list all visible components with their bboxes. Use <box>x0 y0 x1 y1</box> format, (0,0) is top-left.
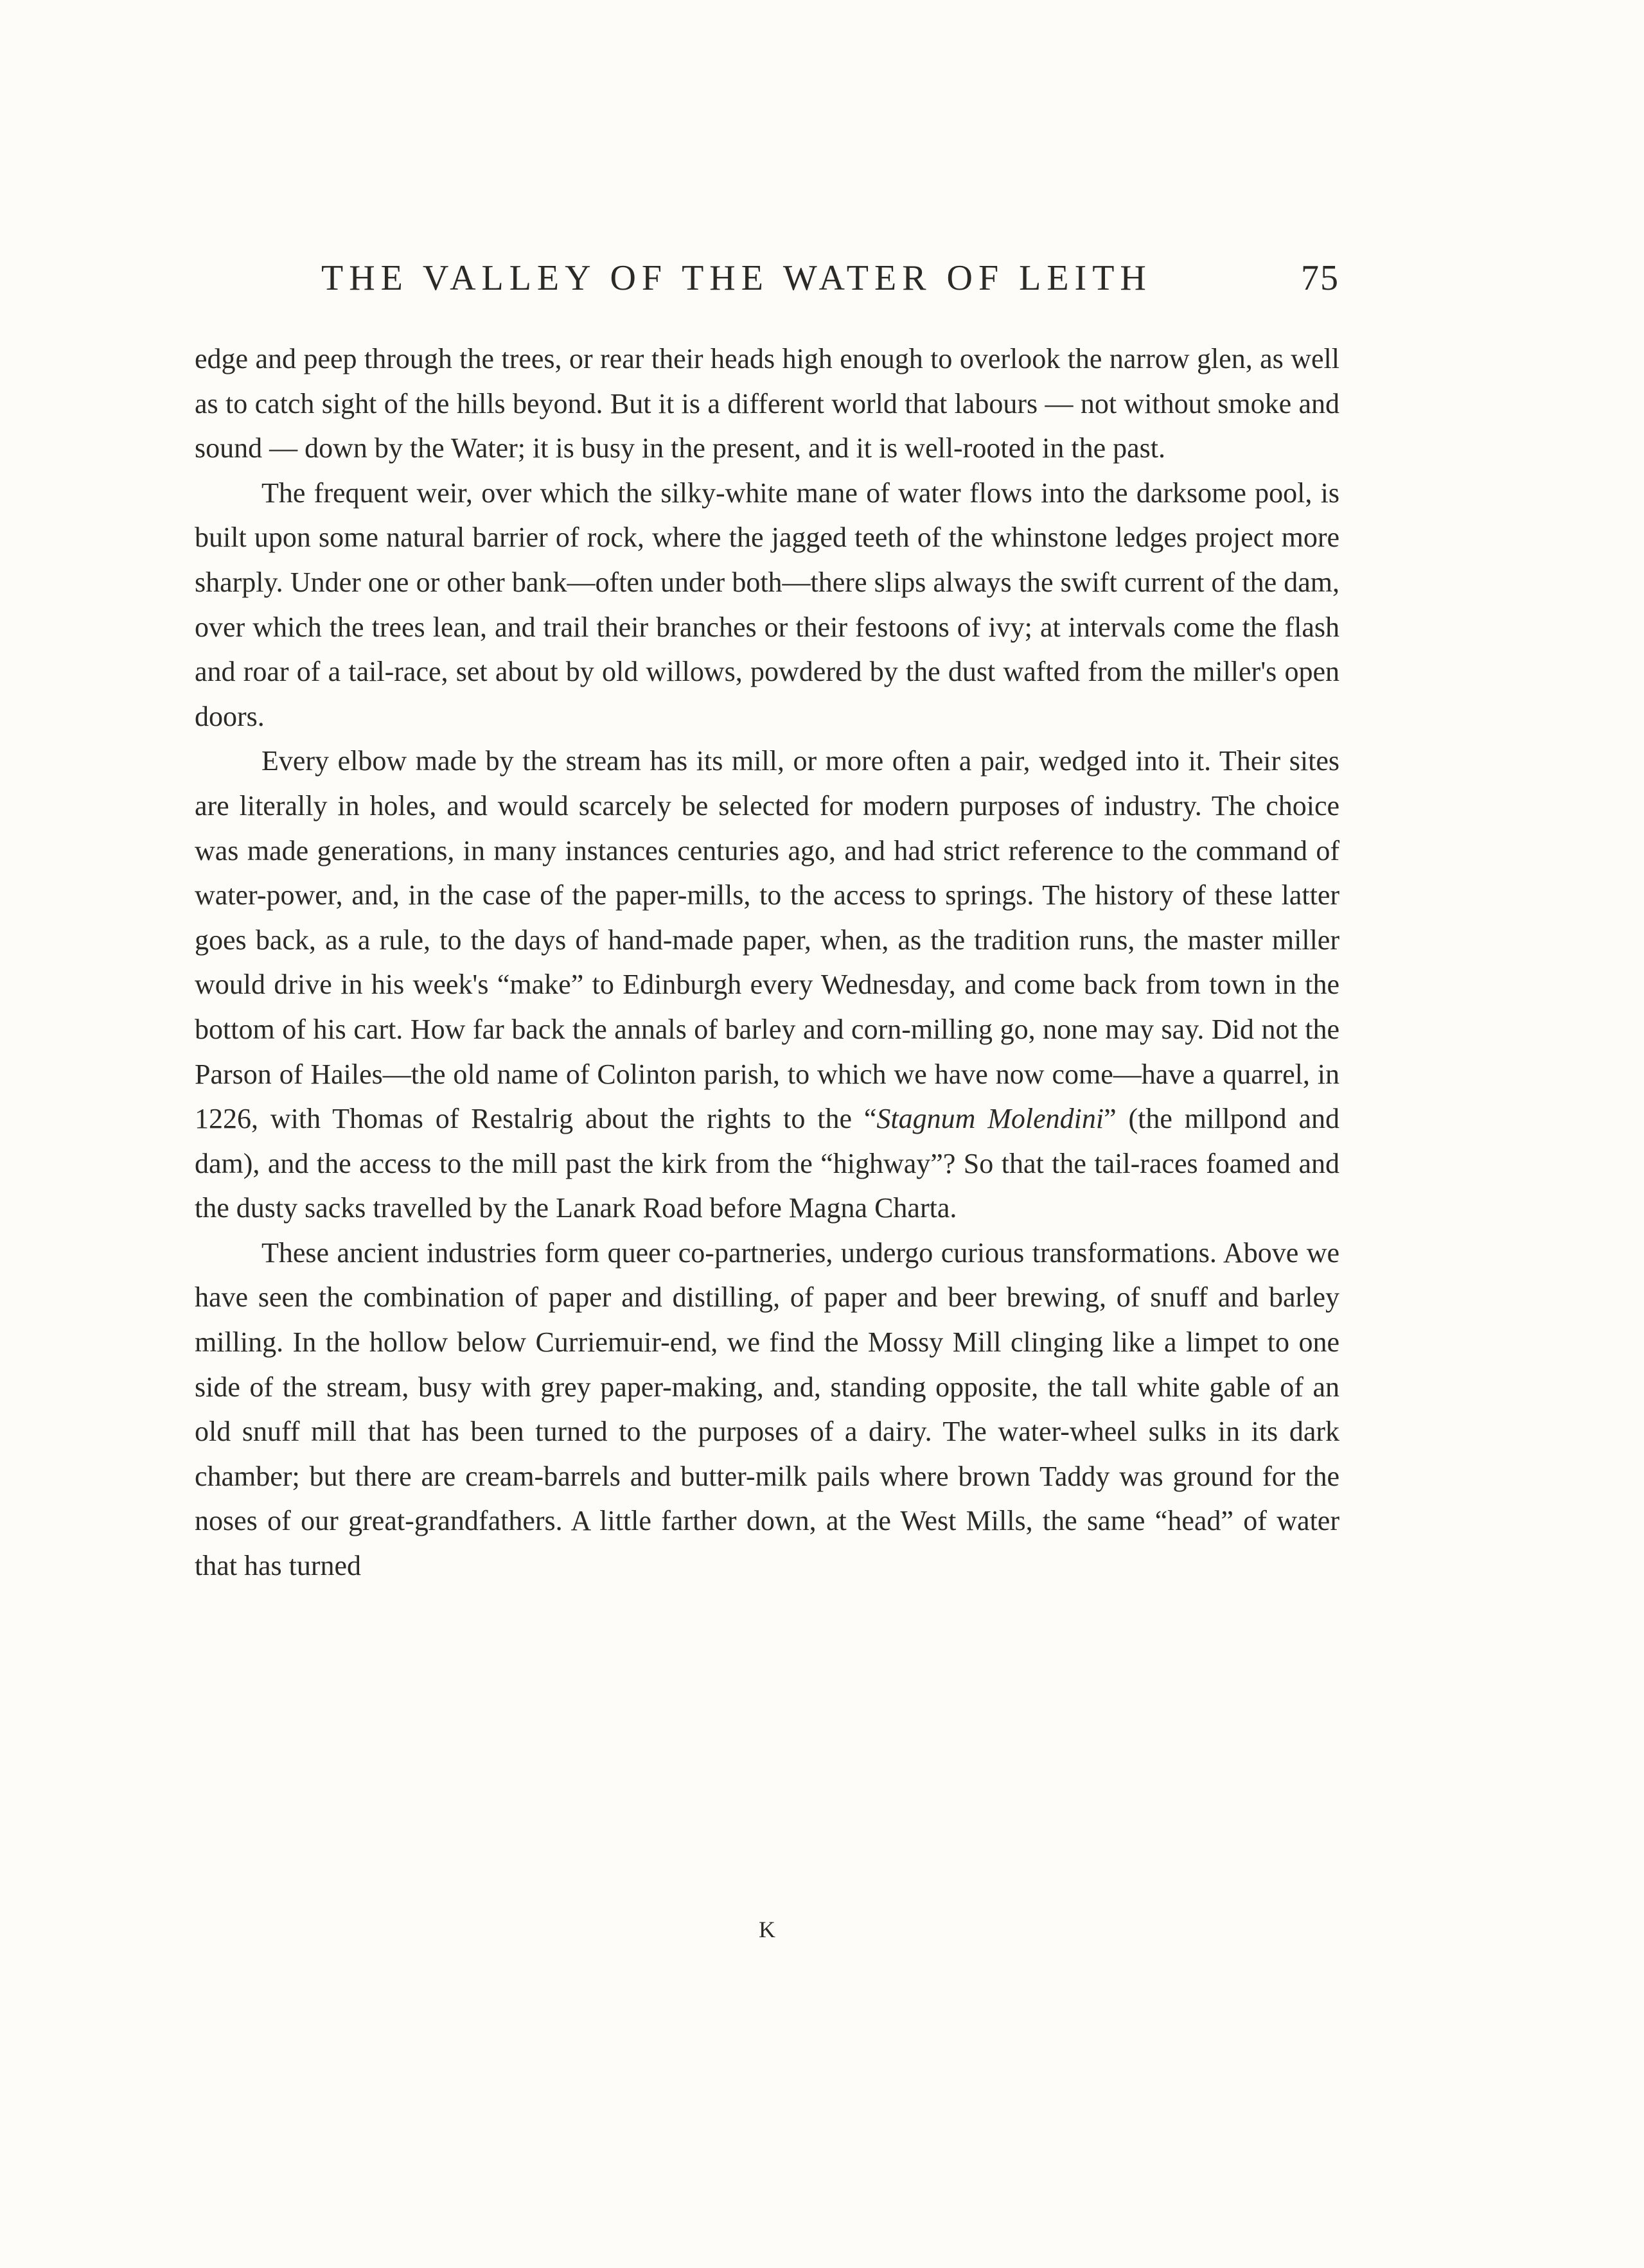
paragraph-3-text-b: ” (the millpond and dam), and the access to the mill past the kirk from the “highway”? So that the tail-races foamed and the dusty sacks travelled by the Lanark Road before Magna Charta. <box>195 1103 1339 1224</box>
paragraph-3 <box>195 739 1339 1231</box>
paragraph-1: edge and peep through the trees, or rear their heads high enough to overlook the narrow glen, as well as to catch sight of the hills beyond. But it is a different world that labours — not without smoke and sound — down by the Water; it is busy in the present, and it is well-rooted in the past. <box>195 343 1339 464</box>
signature-mark: K <box>759 1917 777 1942</box>
page-number: 75 <box>1301 258 1339 298</box>
running-header <box>321 256 1339 301</box>
body-text <box>195 337 1339 1588</box>
paragraph-3-text-a: Every elbow made by the stream has its mill, or more often a pair, wedged into it. Their sites are literally in holes, and would scarcely be selected for modern purposes of industry. The choice was made generations, in many instances centuries ago, and had strict reference to the command of water-power, and, in the case of the paper-mills, to the access to springs. The history of these latter goes back, as a rule, to the days of hand-made paper, when, as the tradition runs, the master miller would drive in his week's “make” to Edinburgh every Wednesday, and come back from town in the bottom of his cart. How far back the annals of barley and corn-milling go, none may say. Did not the Parson of Hailes—the old name of Colinton parish, to which we have now come—have a quarrel, in 1226, with Thomas of Restalrig about the rights to the “ <box>195 745 1339 1135</box>
paragraph-4: These ancient industries form queer co-partneries, undergo curious transformations. Above we have seen the combination of paper and distilling, of paper and beer brewing, of snuff and barley milling. In the hollow below Curriemuir-end, we find the Mossy Mill clinging like a limpet to one side of the stream, busy with grey paper-making, and, standing opposite, the tall white gable of an old snuff mill that has been turned to the purposes of a dairy. The water-wheel sulks in its dark chamber; but there are cream-barrels and butter-milk pails where brown Taddy was ground for the noses of our great-grandfathers. A little farther down, at the West Mills, the same “head” of water that has turned <box>195 1236 1339 1582</box>
paragraph-3-italic-latin: Stagnum Molendini <box>876 1103 1104 1135</box>
running-title: THE VALLEY OF THE WATER OF LEITH <box>321 258 1152 298</box>
paragraph-2: The frequent weir, over which the silky-white mane of water flows into the darksome pool, is built upon some natural barrier of rock, where the jagged teeth of the whinstone ledges project more sharply. Under one or other bank—often under both—there slips always the swift current of the dam, over which the trees lean, and trail their branches or their festoons of ivy; at intervals come the flash and roar of a tail-race, set about by old willows, powdered by the dust wafted from the miller's open doors. <box>195 477 1339 732</box>
